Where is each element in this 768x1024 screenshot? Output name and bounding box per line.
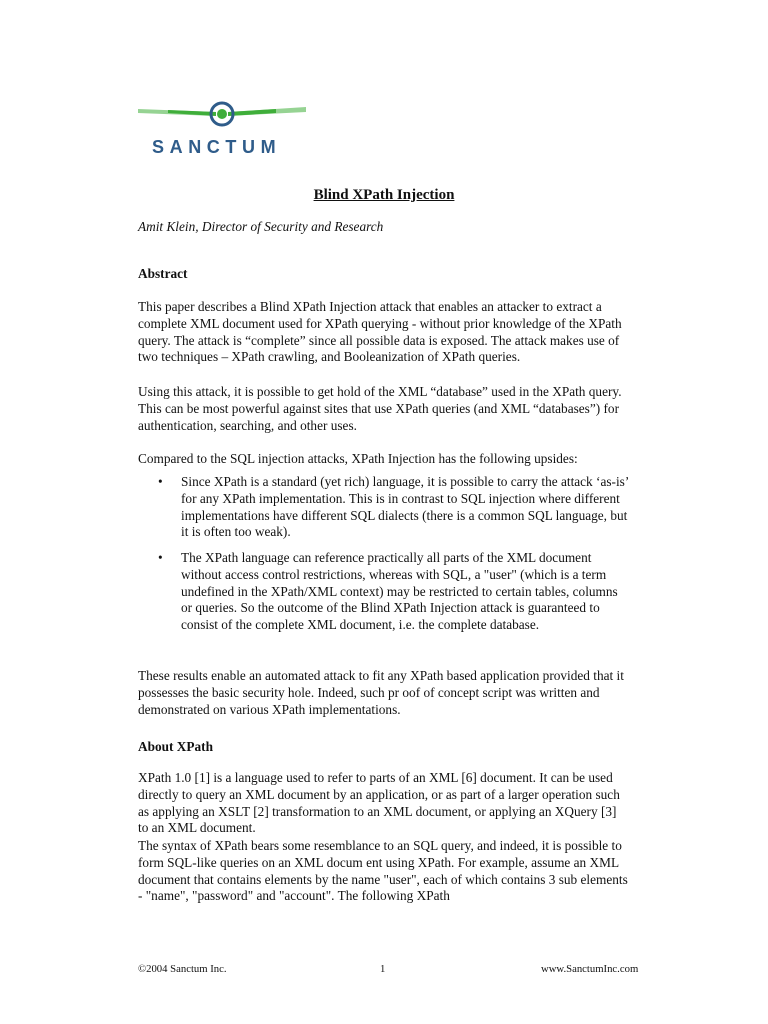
logo-emblem <box>138 96 306 136</box>
about-paragraph: XPath 1.0 [1] is a language used to refer to parts of an XML [6] document. It can be used directly to query an XML document by an application, or as part of a larger operation such as applying an XSLT [2] transformation to an XML document, or applying an XQuery [3] to an XML document. <box>138 770 620 836</box>
footer-page-number: 1 <box>380 963 386 975</box>
bullet-item: The XPath language can reference practically all parts of the XML document without access control restrictions, whereas with SQL, a "user" (which is a term undefined in the XPath/XML context) may be restricted to certain tables, columns or queries. So the outcome of the Blind XPath Injection attack is guaranteed to consist of the complete XML document, i.e. the complete database. <box>181 550 618 633</box>
about-paragraph: The syntax of XPath bears some resemblance to an SQL query, and indeed, it is possible to form SQL-like queries on an XML docum ent using XPath. For example, assume an XML document that contains elements by the name "user", each of which contains 3 sub elements - "name", "password" and "account". The following XPath <box>138 838 628 904</box>
bullet-marker: • <box>158 474 163 489</box>
document-title: Blind XPath Injection <box>313 187 455 203</box>
logo-wordmark: SANCTUM <box>152 137 282 157</box>
document-author: Amit Klein, Director of Security and Research <box>138 219 384 234</box>
abstract-paragraph: Compared to the SQL injection attacks, XPath Injection has the following upsides: <box>138 451 578 466</box>
abstract-closing-paragraph: These results enable an automated attack to fit any XPath based application provided that it possesses the basic security hole. Indeed, such pr oof of concept script was written and demonstrated on various XPath implementations. <box>138 668 624 717</box>
abstract-heading: Abstract <box>138 266 188 281</box>
footer-copyright: ©2004 Sanctum Inc. <box>138 963 227 975</box>
bullet-marker: • <box>158 550 163 565</box>
footer-website: www.SanctumInc.com <box>541 963 639 975</box>
abstract-paragraph: Using this attack, it is possible to get hold of the XML “database” used in the XPath query. This can be most powerful against sites that use XPath queries (and XML “databases”) for authentication, searching, and other uses. <box>138 384 622 433</box>
sanctum-logo <box>138 96 306 162</box>
about-xpath-heading: About XPath <box>138 739 213 754</box>
bullet-item: Since XPath is a standard (yet rich) language, it is possible to carry the attack ‘as-is’ for any XPath implementation. This is in contrast to SQL injection where different implementations have different SQL dialects (there is a common SQL language, but it is often too weak). <box>181 474 629 540</box>
abstract-paragraph: This paper describes a Blind XPath Injection attack that enables an attacker to extract a complete XML document used for XPath querying - without prior knowledge of the XPath query. The attack is “complete” since all possible data is exposed. The attack makes use of two techniques – XPath crawling, and Booleanization of XPath queries. <box>138 299 622 365</box>
